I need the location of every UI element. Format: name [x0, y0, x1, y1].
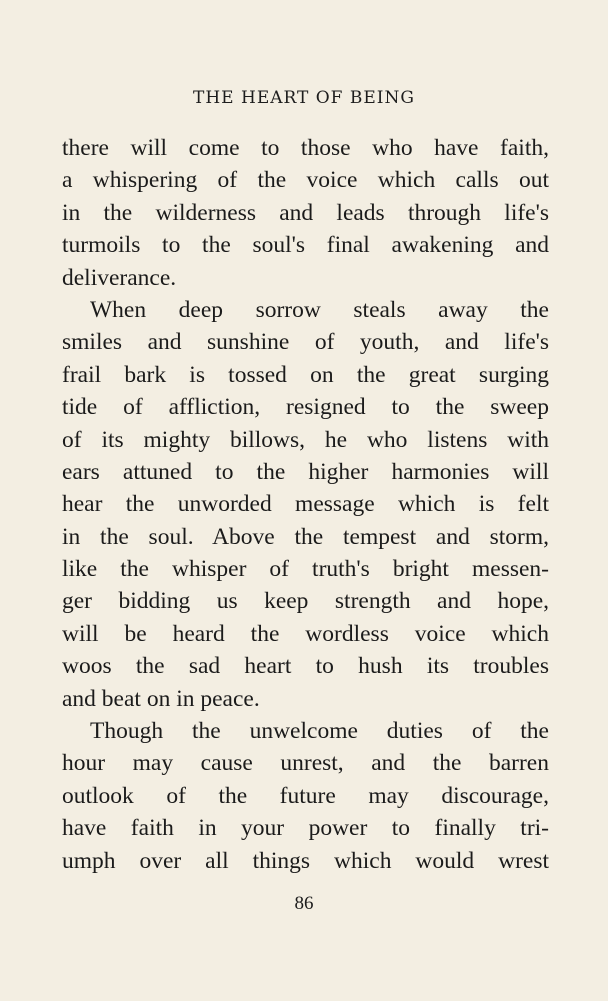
text-line: frail bark is tossed on the great surging	[62, 361, 549, 388]
text-line: like the whisper of truth's bright messen-	[62, 556, 549, 583]
text-line: of its mighty billows, he who listens with	[62, 426, 549, 453]
text-line: Though the unwelcome duties of the	[90, 718, 549, 745]
paragraph	[62, 715, 549, 877]
text-line: turmoils to the soul's final awakening and	[62, 232, 549, 259]
text-line: When deep sorrow steals away the	[90, 296, 549, 323]
text-line: smiles and sunshine of youth, and life's	[62, 329, 549, 356]
text-line: umph over all things which would wrest	[62, 847, 549, 874]
text-line: have faith in your power to finally tri-	[62, 815, 549, 842]
text-line: and beat on in peace.	[62, 685, 260, 712]
text-line: hear the unworded message which is felt	[62, 491, 549, 518]
text-line: will be heard the wordless voice which	[62, 620, 549, 647]
text-line: in the wilderness and leads through life's	[62, 199, 549, 226]
text-line: outlook of the future may discourage,	[62, 782, 549, 809]
text-line: in the soul. Above the tempest and storm,	[62, 523, 549, 550]
page-number: 86	[294, 893, 314, 914]
text-line: tide of affliction, resigned to the sweep	[62, 394, 549, 421]
paragraph	[62, 294, 549, 715]
text-line: there will come to those who have faith,	[62, 135, 549, 161]
text-line: a whispering of the voice which calls out	[62, 167, 549, 194]
paragraph	[62, 132, 549, 294]
running-head: THE HEART OF BEING	[193, 88, 415, 108]
text-line: woos the sad heart to hush its troubles	[62, 653, 549, 680]
text-line: ears attuned to the higher harmonies will	[62, 458, 549, 485]
body-text	[62, 132, 549, 877]
text-line: hour may cause unrest, and the barren	[62, 750, 549, 777]
text-line: ger bidding us keep strength and hope,	[62, 588, 549, 615]
text-line: deliverance.	[62, 264, 177, 291]
